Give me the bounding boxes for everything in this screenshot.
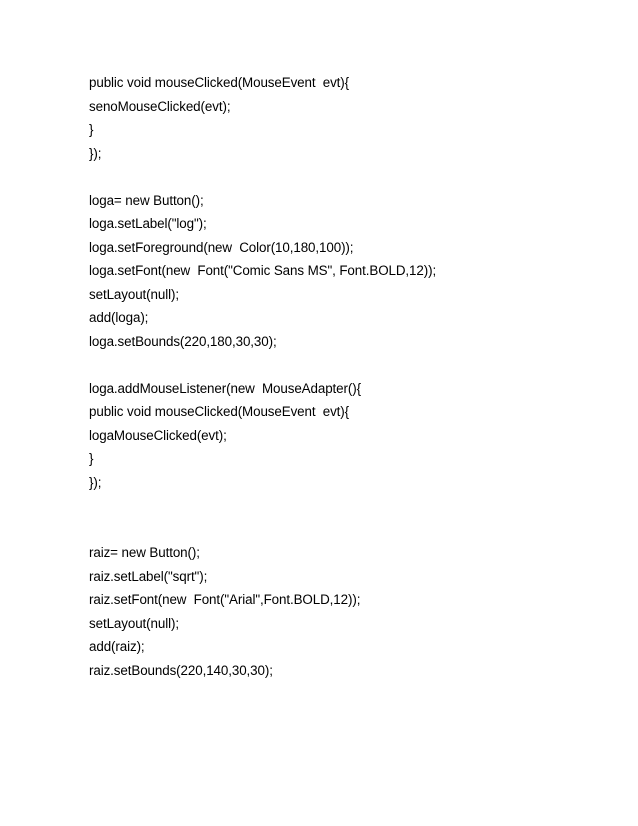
code-line: loga.addMouseListener(new MouseAdapter(){ xyxy=(89,380,361,396)
blank-line xyxy=(89,353,609,377)
code-line: raiz= new Button(); xyxy=(89,545,200,560)
code-line: public void mouseClicked(MouseEvent evt){ xyxy=(89,404,350,419)
code-line: public void mouseClicked(MouseEvent evt){ xyxy=(89,75,350,90)
code-line: add(raiz); xyxy=(89,639,145,654)
code-line: loga.setLabel("log"); xyxy=(89,216,207,231)
code-line: } xyxy=(89,451,94,466)
code-line: raiz.setFont(new Font("Arial",Font.BOLD,12)); xyxy=(89,592,361,607)
code-line: senoMouseClicked(evt); xyxy=(89,98,231,114)
blank-line xyxy=(89,165,609,189)
code-line: setLayout(null); xyxy=(89,615,179,631)
code-line: raiz.setBounds(220,140,30,30); xyxy=(89,662,273,678)
code-line: setLayout(null); xyxy=(89,286,179,302)
code-listing xyxy=(89,71,609,682)
code-line: }); xyxy=(89,145,102,161)
blank-line xyxy=(89,518,609,542)
code-line: logaMouseClicked(evt); xyxy=(89,427,227,443)
code-line: loga= new Button(); xyxy=(89,192,204,208)
code-line: loga.setForeground(new Color(10,180,100)); xyxy=(89,239,354,255)
code-line: add(loga); xyxy=(89,310,149,325)
code-line: loga.setFont(new Font("Comic Sans MS", Font.BOLD,12)); xyxy=(89,263,437,278)
blank-line xyxy=(89,494,609,518)
code-line: } xyxy=(89,122,94,137)
code-line: }); xyxy=(89,474,102,490)
code-line: raiz.setLabel("sqrt"); xyxy=(89,568,208,584)
code-line: loga.setBounds(220,180,30,30); xyxy=(89,333,277,349)
